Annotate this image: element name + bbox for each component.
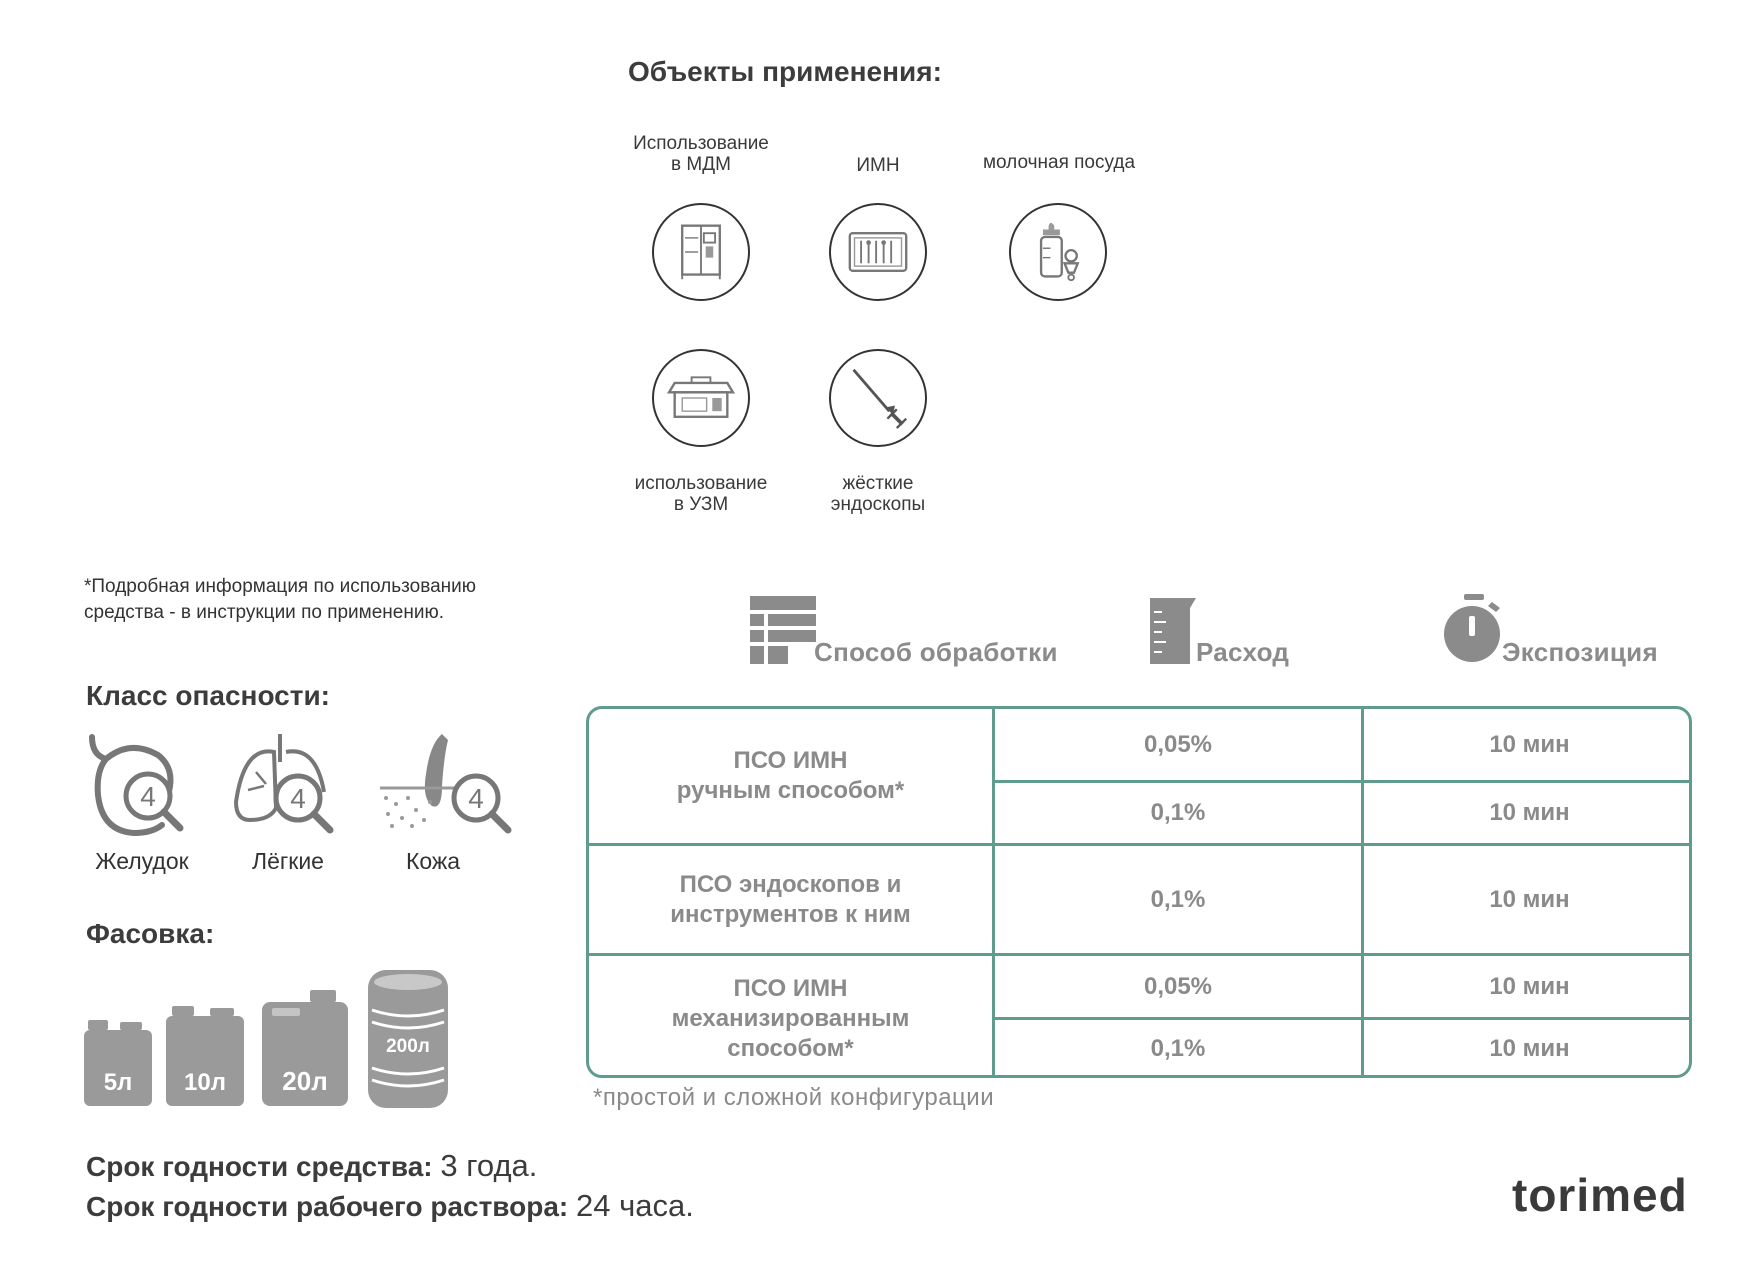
object-label: молочная посуда — [982, 152, 1136, 173]
table-cell-consumption: 0,05% — [1143, 730, 1213, 758]
pack-label: 10л — [184, 1069, 226, 1096]
barrel-200l — [368, 970, 448, 1108]
hazard-class-value: 4 — [468, 783, 484, 814]
object-label: Использование в МДМ — [633, 133, 769, 175]
table-row-method: ПСО ИМН ручным способом* — [676, 747, 905, 804]
header-consumption — [1150, 598, 1290, 667]
hazard-label: Лёгкие — [252, 848, 324, 874]
pack-label: 5л — [103, 1069, 133, 1096]
packaging-heading: Фасовка: — [86, 918, 215, 949]
cabinet-icon — [652, 203, 750, 301]
header-exposure-label: Экспозиция — [1502, 637, 1658, 667]
hazard-label: Желудок — [95, 848, 189, 874]
baby-bottle-icon — [1009, 203, 1107, 301]
object-label: жёсткие эндоскопы — [830, 473, 926, 515]
table-footnote: *простой и сложной конфигурации — [593, 1084, 995, 1111]
object-item-mdm — [601, 133, 801, 175]
pack-label: 200л — [386, 1036, 430, 1057]
header-consumption-label: Расход — [1196, 637, 1290, 667]
table-cell-exposure: 10 мин — [1489, 1035, 1570, 1062]
table-cell-exposure: 10 мин — [1489, 885, 1570, 913]
shelf-life-product-label: Срок годности средства: — [86, 1151, 433, 1182]
objects-heading: Объекты применения: — [628, 56, 942, 87]
instruction-note: *Подробная информация по использованию средства - в инструкции по применению. — [84, 576, 477, 623]
shelf-life-product — [86, 1148, 537, 1184]
endoscope-icon — [829, 349, 927, 447]
table-cell-exposure: 10 мин — [1489, 972, 1570, 1000]
shelf-life-solution — [86, 1188, 694, 1224]
pack-label: 20л — [282, 1066, 328, 1096]
hazard-class-value: 4 — [290, 783, 306, 814]
object-item-uzm — [601, 473, 801, 515]
object-item-imn — [778, 155, 978, 176]
hazard-heading: Класс опасности: — [86, 680, 331, 711]
processing-table — [586, 706, 1692, 1078]
table-cell-exposure: 10 мин — [1489, 799, 1570, 826]
hazard-item-skin — [378, 732, 518, 875]
table-icon — [750, 596, 816, 664]
object-item-dishes — [952, 152, 1166, 173]
lungs-icon — [228, 732, 338, 842]
object-item-endoscopes — [778, 473, 978, 515]
hazard-class-value: 4 — [140, 781, 156, 812]
hazard-label: Кожа — [405, 848, 461, 874]
brand-logo: torimed — [1512, 1169, 1688, 1221]
table-cell-exposure: 10 мин — [1489, 730, 1570, 758]
table-cell-consumption: 0,05% — [1143, 972, 1213, 1000]
object-label: ИМН — [856, 155, 900, 176]
table-cell-consumption: 0,1% — [1150, 799, 1206, 826]
shelf-life-product-value: 3 года. — [440, 1148, 538, 1183]
stopwatch-icon — [1444, 594, 1504, 664]
beaker-icon — [1150, 598, 1198, 664]
stomach-icon — [82, 732, 192, 842]
table-cell-consumption: 0,1% — [1150, 885, 1206, 913]
skin-icon — [378, 732, 518, 842]
uv-chamber-icon — [652, 349, 750, 447]
header-method-label: Способ обработки — [814, 637, 1058, 667]
hazard-item-lungs — [228, 732, 348, 875]
canister-5l — [84, 1018, 152, 1106]
hazard-item-stomach — [82, 732, 202, 875]
header-exposure — [1444, 594, 1658, 667]
canister-10l — [166, 1004, 244, 1106]
table-row-method: ПСО эндоскопов и инструментов к ним — [670, 870, 911, 928]
shelf-life-solution-value: 24 часа. — [576, 1188, 694, 1223]
object-label: использование в УЗМ — [634, 473, 768, 515]
table-row-method: ПСО ИМН механизированным способом* — [671, 974, 910, 1062]
table-cell-consumption: 0,1% — [1150, 1035, 1206, 1062]
header-method — [750, 596, 1058, 667]
canister-20l — [262, 988, 348, 1106]
instruments-icon — [829, 203, 927, 301]
shelf-life-solution-label: Срок годности рабочего раствора: — [86, 1191, 569, 1222]
